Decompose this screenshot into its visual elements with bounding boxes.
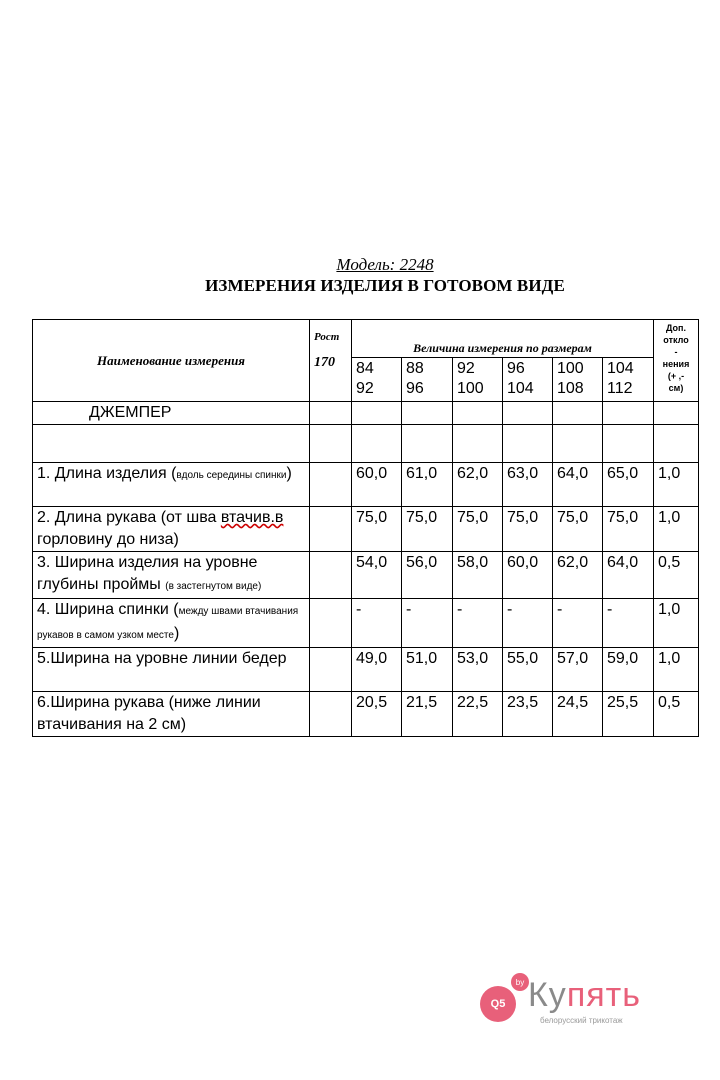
value-cell: 59,0: [603, 648, 654, 692]
measurement-name: 6.Ширина рукава (ниже линии втачивания на 2 см): [33, 692, 310, 737]
measurement-name: 2. Длина рукава (от шва втачив.в горловину до низа): [33, 507, 310, 552]
value-cell: 55,0: [503, 648, 553, 692]
table-row: [33, 599, 699, 648]
section-label: ДЖЕМПЕР: [33, 402, 310, 425]
value-cell: 63,0: [503, 463, 553, 507]
dop-cell: 1,0: [654, 507, 699, 552]
value-cell: -: [553, 599, 603, 648]
logo-tagline: белорусский трикотаж: [540, 1016, 623, 1025]
table-row: [33, 692, 699, 737]
value-cell: -: [352, 599, 402, 648]
dop-cell: 1,0: [654, 599, 699, 648]
value-cell: 75,0: [503, 507, 553, 552]
value-cell: 58,0: [453, 552, 503, 599]
value-cell: 22,5: [453, 692, 503, 737]
size-cell: 92 100: [453, 358, 503, 402]
value-cell: 60,0: [503, 552, 553, 599]
dop-cell: 1,0: [654, 648, 699, 692]
dop-line-2: откло: [663, 335, 689, 345]
logo-brand-text: Купять: [528, 976, 641, 1014]
value-cell: 61,0: [402, 463, 453, 507]
value-cell: 20,5: [352, 692, 402, 737]
dop-line-1: Доп.: [666, 323, 686, 333]
measurement-name: 1. Длина изделия (вдоль середины спинки): [33, 463, 310, 507]
logo-by-icon: by: [511, 973, 529, 991]
rost-label: Рост: [314, 331, 340, 343]
value-cell: -: [603, 599, 654, 648]
measurement-table: [32, 319, 699, 737]
dop-cell: 1,0: [654, 463, 699, 507]
value-cell: 21,5: [402, 692, 453, 737]
measurement-name: 3. Ширина изделия на уровне глубины проймы (в застегнутом виде): [33, 552, 310, 599]
value-cell: 75,0: [603, 507, 654, 552]
value-cell: -: [402, 599, 453, 648]
size-cell: 104 112: [603, 358, 654, 402]
value-cell: 75,0: [553, 507, 603, 552]
header-rost-cell: [310, 320, 352, 402]
value-cell: 56,0: [402, 552, 453, 599]
dop-cell: 0,5: [654, 552, 699, 599]
header-velichina: Величина измерения по размерам: [352, 320, 654, 358]
size-cell: 100 108: [553, 358, 603, 402]
value-cell: 62,0: [553, 552, 603, 599]
header-name-cell: Наименование измерения: [33, 320, 310, 402]
document-heading: ИЗМЕРЕНИЯ ИЗДЕЛИЯ В ГОТОВОМ ВИДЕ: [205, 276, 565, 295]
value-cell: 51,0: [402, 648, 453, 692]
dop-line-6: см): [668, 383, 684, 393]
model-title: Модель: 2248: [336, 255, 434, 274]
dop-line-5: (+ ,-: [667, 371, 685, 381]
value-cell: 24,5: [553, 692, 603, 737]
dop-line-4: нения: [662, 359, 690, 369]
brand-logo: [480, 970, 700, 1030]
value-cell: -: [453, 599, 503, 648]
value-cell: 65,0: [603, 463, 654, 507]
table-row: [33, 463, 699, 507]
logo-circle-icon: Q5: [480, 986, 516, 1022]
table-row: [33, 552, 699, 599]
dop-cell: 0,5: [654, 692, 699, 737]
value-cell: 23,5: [503, 692, 553, 737]
value-cell: 25,5: [603, 692, 654, 737]
table-row: [33, 507, 699, 552]
value-cell: 57,0: [553, 648, 603, 692]
measurement-name: 5.Ширина на уровне линии бедер: [33, 648, 310, 692]
table-row: [33, 648, 699, 692]
value-cell: 62,0: [453, 463, 503, 507]
measurement-name: 4. Ширина спинки (между швами втачивания рукавов в самом узком месте): [33, 599, 310, 648]
dop-line-3: -: [674, 347, 678, 357]
size-cell: 84 92: [352, 358, 402, 402]
value-cell: 75,0: [352, 507, 402, 552]
value-cell: 75,0: [453, 507, 503, 552]
size-cell: 88 96: [402, 358, 453, 402]
value-cell: 54,0: [352, 552, 402, 599]
rost-value: 170: [314, 355, 335, 370]
value-cell: 60,0: [352, 463, 402, 507]
value-cell: 64,0: [603, 552, 654, 599]
value-cell: -: [503, 599, 553, 648]
value-cell: 75,0: [402, 507, 453, 552]
header-dop-cell: [654, 320, 699, 402]
value-cell: 64,0: [553, 463, 603, 507]
size-cell: 96 104: [503, 358, 553, 402]
value-cell: 53,0: [453, 648, 503, 692]
value-cell: 49,0: [352, 648, 402, 692]
